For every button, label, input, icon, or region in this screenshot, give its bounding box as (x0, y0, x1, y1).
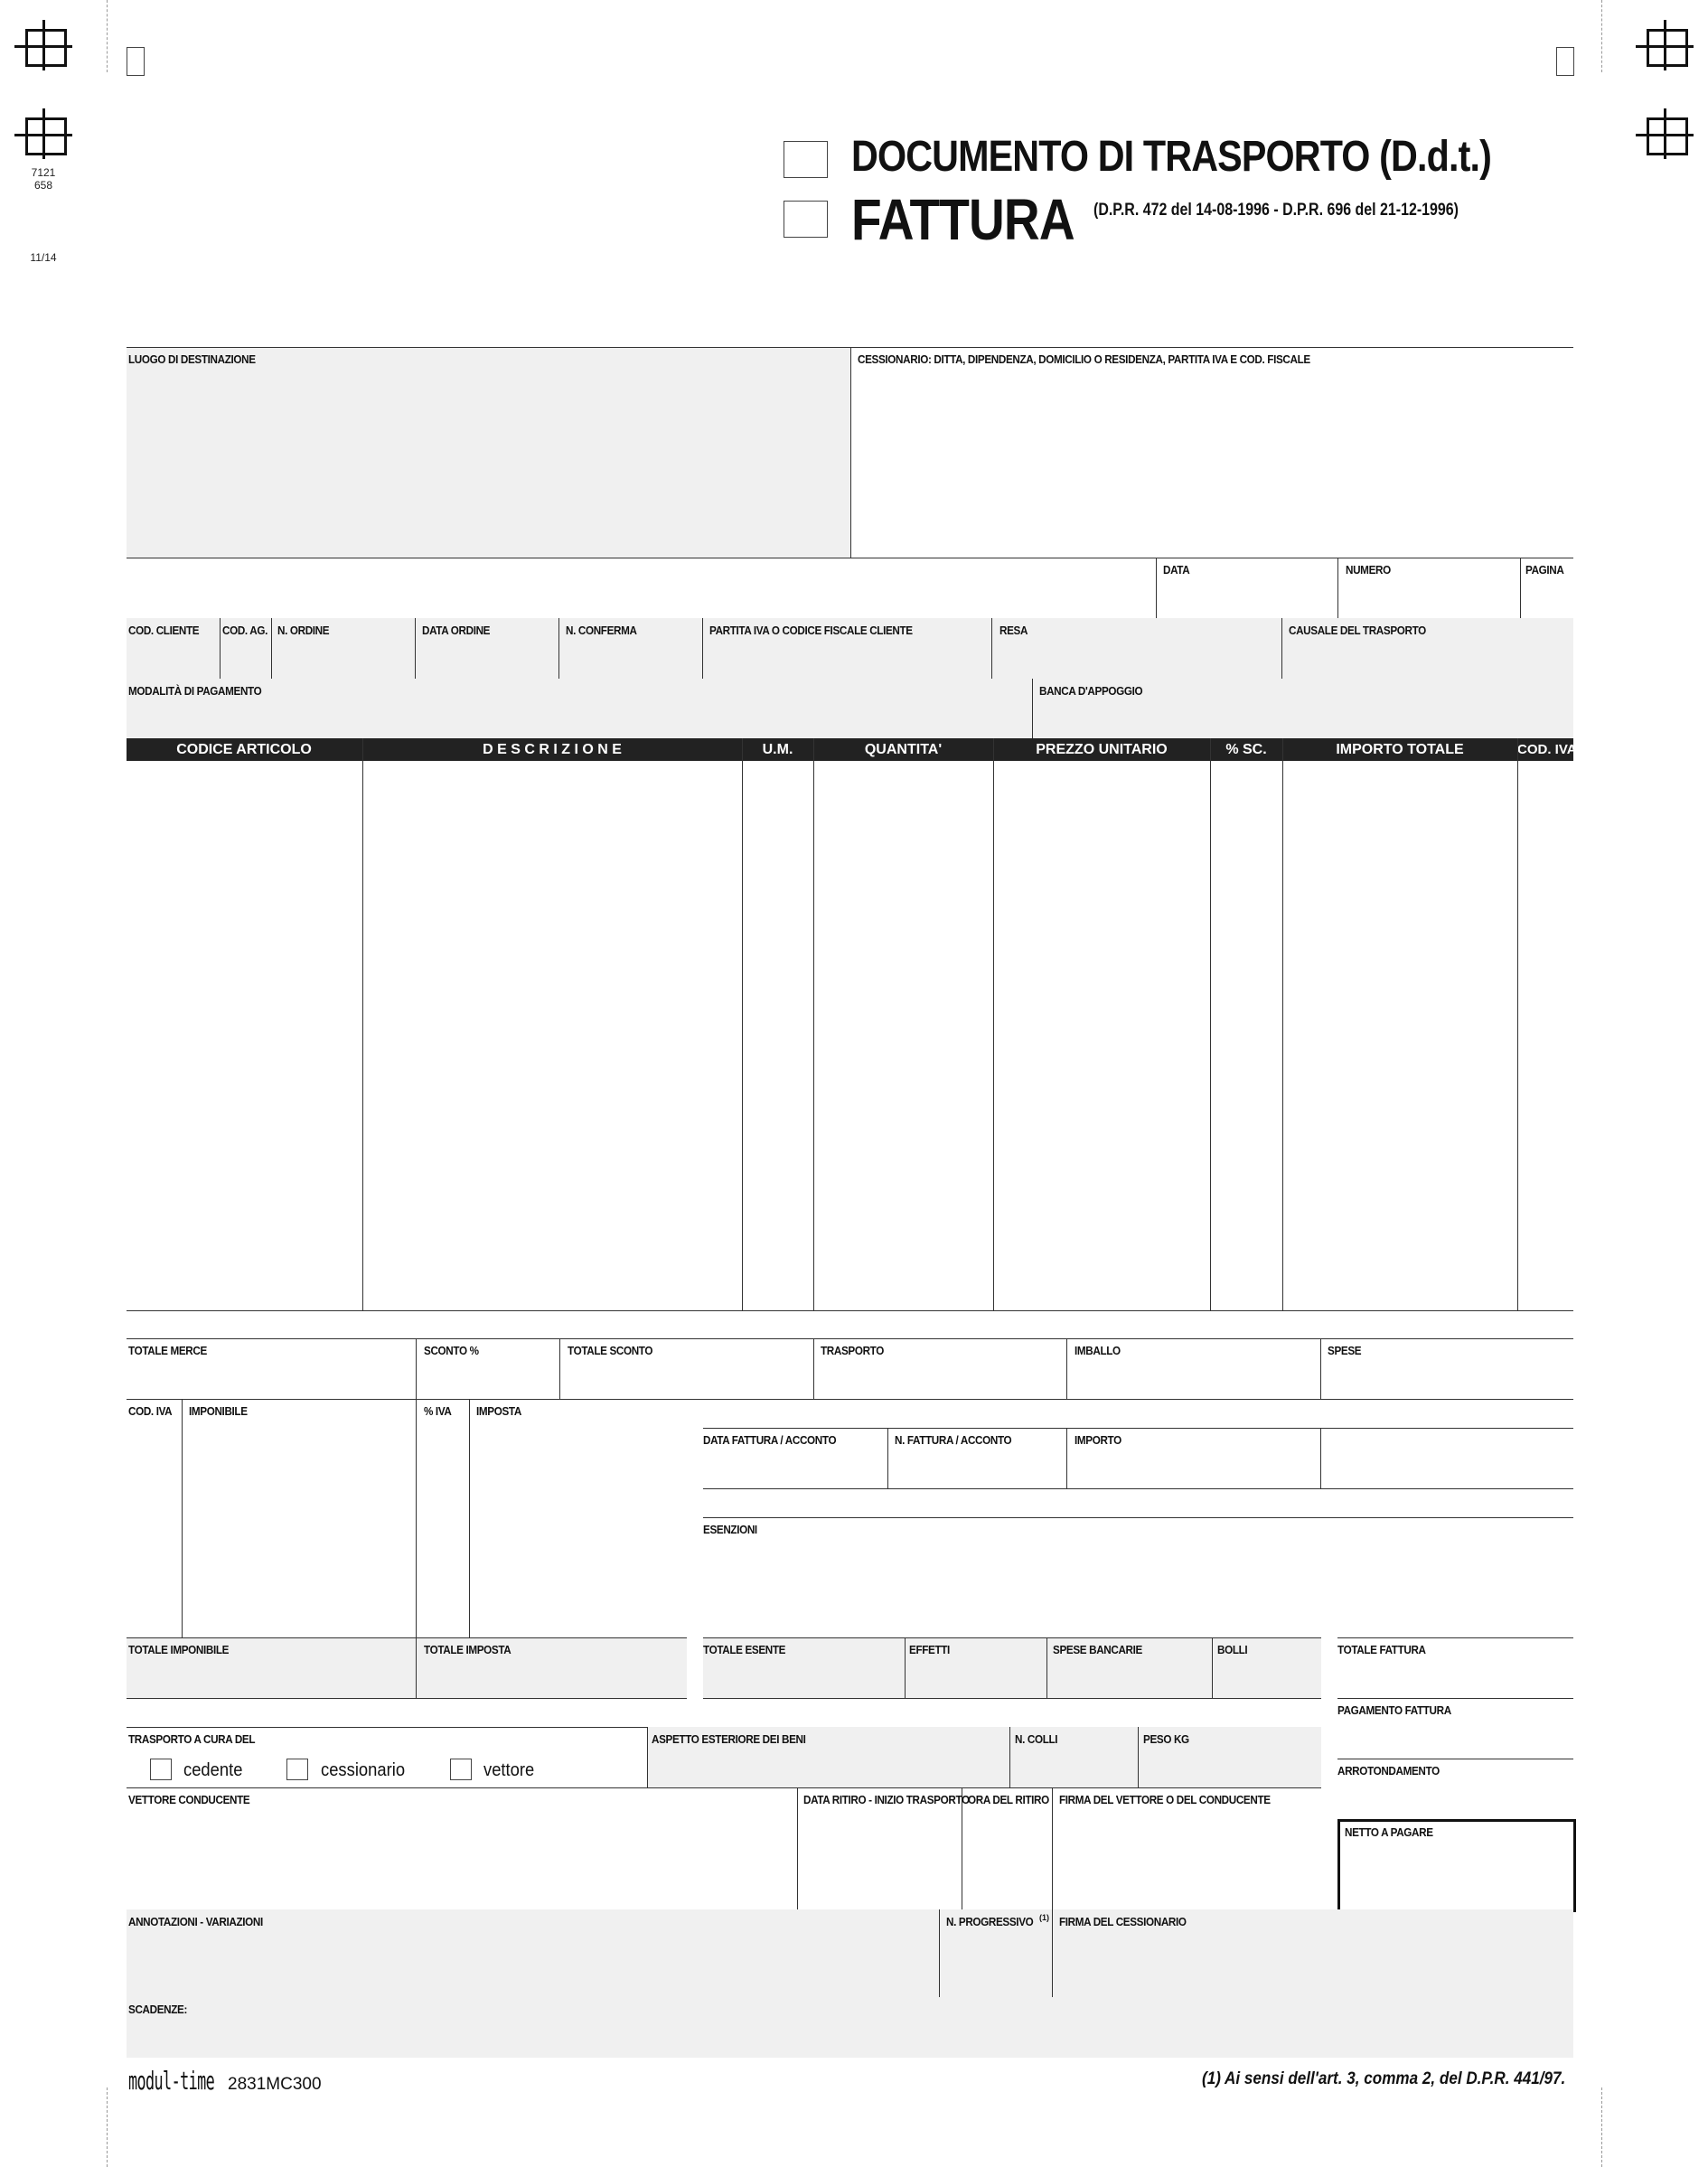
rule (220, 618, 221, 679)
label-pct-iva: % IVA (424, 1404, 452, 1418)
rule (127, 1399, 1573, 1400)
col-quantita: QUANTITA' (864, 742, 943, 757)
rule (703, 1637, 1321, 1638)
rule (1337, 1698, 1573, 1699)
rule (362, 738, 363, 1310)
rule (1032, 679, 1033, 738)
rule (271, 618, 272, 679)
checkbox-ddt[interactable] (784, 141, 828, 178)
rule (127, 1310, 1573, 1311)
label-trasporto-a-cura: TRASPORTO A CURA DEL (128, 1732, 256, 1746)
label-esenzioni: ESENZIONI (703, 1523, 757, 1536)
esenzioni-field[interactable] (703, 1541, 1573, 1631)
brand-logo: modul-time (128, 2066, 215, 2096)
rule (559, 1338, 560, 1399)
label-totale-imposta: TOTALE IMPOSTA (424, 1643, 511, 1656)
registration-crosshair (1664, 20, 1666, 70)
rule (1052, 1909, 1053, 1997)
checkbox-fattura[interactable] (784, 201, 828, 238)
rule (703, 1698, 1321, 1699)
scadenze-field[interactable] (127, 1997, 1573, 2058)
label-data: DATA (1163, 563, 1190, 577)
label-effetti: EFFETTI (909, 1643, 950, 1656)
rule (127, 1698, 687, 1699)
rule (1517, 738, 1518, 1310)
rule (1066, 1428, 1067, 1488)
label-data-fattura-acconto: DATA FATTURA / ACCONTO (703, 1433, 837, 1447)
checkbox-cedente[interactable] (150, 1759, 172, 1780)
rule (813, 1338, 814, 1399)
rule (1156, 558, 1157, 618)
label-totale-esente: TOTALE ESENTE (703, 1643, 786, 1656)
rule (813, 738, 814, 1310)
decree-reference: (D.P.R. 472 del 14-08-1996 - D.P.R. 696 del 21-12-1996) (1093, 201, 1459, 220)
rule (939, 1909, 940, 1997)
option-cedente: cedente (183, 1760, 243, 1780)
punch-hole-mark (1556, 47, 1574, 76)
rule (416, 1338, 417, 1399)
rule (703, 1488, 1573, 1489)
label-cessionario: CESSIONARIO: DITTA, DIPENDENZA, DOMICILIO O RESIDENZA, PARTITA IVA E COD. FISCALE (858, 352, 1310, 366)
label-totale-merce: TOTALE MERCE (128, 1344, 207, 1357)
rule (850, 347, 851, 558)
registration-crosshair (42, 20, 45, 70)
label-imballo: IMBALLO (1075, 1344, 1121, 1357)
col-cod-iva: COD. IVA (1517, 742, 1577, 757)
col-um: U.M. (762, 742, 793, 757)
margin-code: 658 (33, 179, 53, 192)
form-code: 2831MC300 (228, 2075, 322, 2094)
rule (558, 618, 559, 679)
label-spese-bancarie: SPESE BANCARIE (1053, 1643, 1142, 1656)
rule (1320, 1338, 1321, 1399)
label-numero: NUMERO (1346, 563, 1391, 577)
rule (1320, 1428, 1321, 1488)
option-vettore: vettore (483, 1760, 535, 1780)
registration-crosshair (1664, 108, 1666, 159)
label-partita-iva: PARTITA IVA O CODICE FISCALE CLIENTE (709, 624, 913, 637)
rule (1210, 738, 1211, 1310)
label-pagamento-fattura: PAGAMENTO FATTURA (1337, 1703, 1451, 1717)
rule (1520, 558, 1521, 618)
label-totale-fattura: TOTALE FATTURA (1337, 1643, 1426, 1656)
label-annotazioni: ANNOTAZIONI - VARIAZIONI (128, 1915, 263, 1928)
perforation-line (1601, 0, 1602, 72)
rule (1138, 1727, 1139, 1787)
rule (1046, 1637, 1047, 1698)
label-totale-sconto: TOTALE SCONTO (568, 1344, 653, 1357)
col-sconto: % SC. (1225, 742, 1267, 757)
label-data-ordine: DATA ORDINE (422, 624, 491, 637)
rule (127, 1787, 1321, 1788)
col-prezzo-unitario: PREZZO UNITARIO (1036, 742, 1168, 757)
perforation-line (107, 2087, 108, 2167)
rule (1282, 738, 1283, 1310)
label-modalita-pagamento: MODALITÀ DI PAGAMENTO (128, 684, 262, 698)
punch-hole-mark (127, 47, 145, 76)
option-cessionario: cessionario (321, 1760, 406, 1780)
iva-breakdown-area[interactable] (127, 1423, 687, 1637)
registration-mark (25, 29, 67, 67)
label-firma-vettore: FIRMA DEL VETTORE O DEL CONDUCENTE (1059, 1793, 1271, 1806)
label-ora-ritiro: ORA DEL RITIRO (968, 1793, 1049, 1806)
label-bolli: BOLLI (1217, 1643, 1248, 1656)
label-spese: SPESE (1328, 1344, 1362, 1357)
rule (1337, 1637, 1573, 1638)
label-scadenze: SCADENZE: (128, 2003, 188, 2016)
registration-crosshair (42, 108, 45, 159)
rule (887, 1428, 888, 1488)
label-arrotondamento: ARROTONDAMENTO (1337, 1764, 1440, 1778)
label-resa: RESA (999, 624, 1028, 637)
label-cod-ag: COD. AG. (222, 624, 267, 637)
rule (127, 1338, 1573, 1339)
luogo-destinazione-field[interactable] (127, 347, 850, 558)
label-banca-appoggio: BANCA D'APPOGGIO (1039, 684, 1143, 698)
margin-date: 11/14 (30, 251, 57, 264)
label-n-fattura-acconto: N. FATTURA / ACCONTO (895, 1433, 1012, 1447)
checkbox-cessionario[interactable] (286, 1759, 308, 1780)
label-pagina: PAGINA (1525, 563, 1564, 577)
title-ddt: DOCUMENTO DI TRASPORTO (D.d.t.) (851, 133, 1491, 181)
rule (1066, 1338, 1067, 1399)
rule (1337, 558, 1338, 618)
col-descrizione: D E S C R I Z I O N E (483, 742, 622, 757)
label-n-colli: N. COLLI (1015, 1732, 1058, 1746)
label-aspetto-beni: ASPETTO ESTERIORE DEI BENI (652, 1732, 806, 1746)
label-n-conferma: N. CONFERMA (566, 624, 637, 637)
title-fattura: FATTURA (851, 187, 1075, 252)
rule (703, 1517, 1573, 1518)
label-totale-imponibile: TOTALE IMPONIBILE (128, 1643, 230, 1656)
label-cod-cliente: COD. CLIENTE (128, 624, 200, 637)
rule (702, 618, 703, 679)
registration-mark (1647, 117, 1688, 155)
label-imponibile: IMPONIBILE (189, 1404, 248, 1418)
label-data-ritiro: DATA RITIRO - INIZIO TRASPORTO (803, 1793, 970, 1806)
footnote: (1) Ai sensi dell'art. 3, comma 2, del D.P.R. 441/97. (1202, 2069, 1566, 2088)
rule (703, 1428, 1573, 1429)
rule (991, 618, 992, 679)
perforation-line (1601, 2087, 1602, 2167)
checkbox-vettore[interactable] (450, 1759, 472, 1780)
label-importo: IMPORTO (1075, 1433, 1121, 1447)
col-importo-totale: IMPORTO TOTALE (1336, 742, 1464, 757)
label-firma-cessionario: FIRMA DEL CESSIONARIO (1059, 1915, 1187, 1928)
vettore-fields[interactable] (127, 1809, 1321, 1909)
rule (1281, 618, 1282, 679)
label-trasporto: TRASPORTO (821, 1344, 885, 1357)
label-netto-a-pagare: NETTO A PAGARE (1345, 1825, 1433, 1839)
label-luogo-destinazione: LUOGO DI DESTINAZIONE (128, 352, 256, 366)
rule (742, 738, 743, 1310)
rule (127, 1637, 687, 1638)
annotazioni-fields[interactable] (127, 1909, 1573, 1997)
margin-code: 7121 (31, 166, 56, 179)
rule (647, 1727, 648, 1787)
label-n-ordine: N. ORDINE (277, 624, 330, 637)
rule (905, 1637, 906, 1698)
payment-row-fields[interactable] (127, 679, 1573, 738)
label-peso-kg: PESO KG (1143, 1732, 1189, 1746)
rule (416, 1637, 417, 1698)
rule (1212, 1637, 1213, 1698)
label-imposta: IMPOSTA (476, 1404, 521, 1418)
footnote-marker: (1) (1039, 1913, 1049, 1922)
registration-mark (25, 117, 67, 155)
items-table-body[interactable] (127, 761, 1573, 1310)
registration-mark (1647, 29, 1688, 67)
col-codice-articolo: CODICE ARTICOLO (176, 742, 312, 757)
label-cod-iva: COD. IVA (128, 1404, 173, 1418)
label-n-progressivo: N. PROGRESSIVO (946, 1915, 1034, 1928)
label-vettore-conducente: VETTORE CONDUCENTE (128, 1793, 250, 1806)
label-sconto-pct: SCONTO % (424, 1344, 479, 1357)
rule (1009, 1727, 1010, 1787)
rule (993, 738, 994, 1310)
rule (415, 618, 416, 679)
perforation-line (107, 0, 108, 72)
label-causale-trasporto: CAUSALE DEL TRASPORTO (1289, 624, 1426, 637)
